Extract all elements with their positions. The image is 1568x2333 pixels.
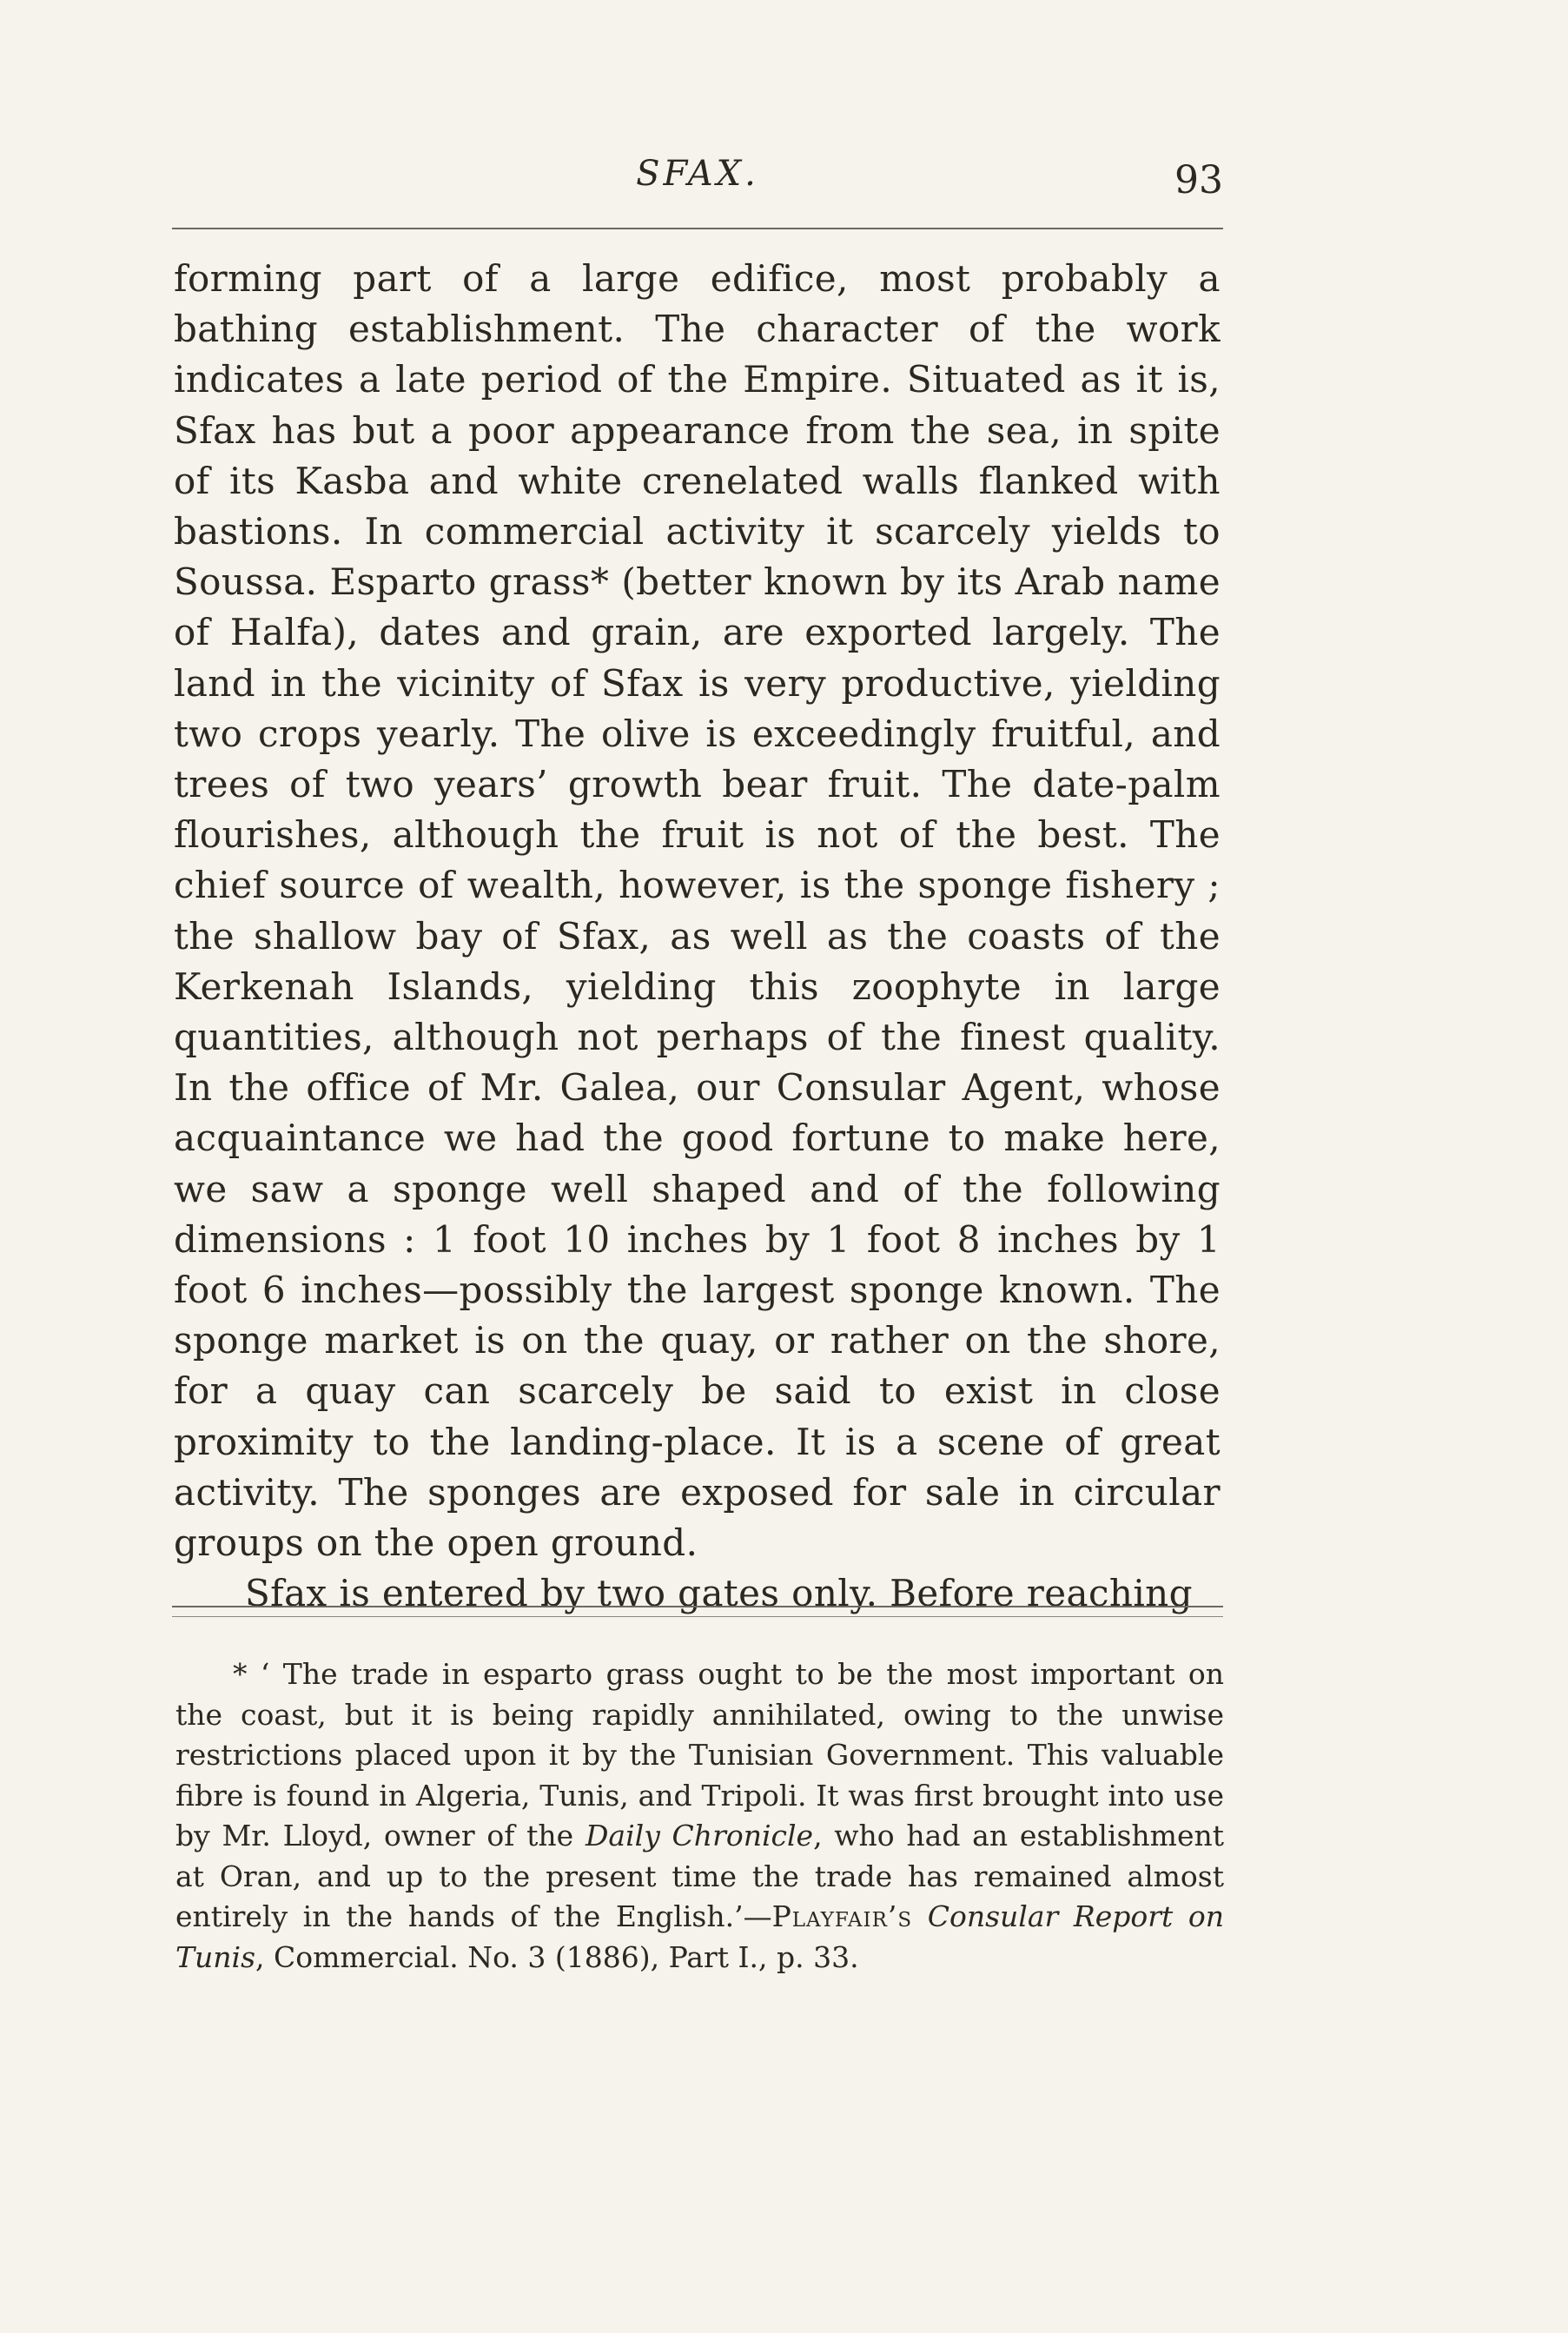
footnote-text-3: , Commercial. No. 3 (1886), Part I., p. 33.: [255, 1939, 859, 1974]
page-number: 93: [1174, 158, 1223, 202]
footnote: [175, 1654, 1224, 1978]
page-header: [172, 148, 1223, 217]
footnote-text-1: * ‘ The trade in esparto grass ought to be the most important on the coast, but it is being rapidly annihilated, owing to the unwise restrictions placed upon it by the Tunisian Government. This valuable fibre is found in Algeria, Tunis, and Tripoli. It was first brought into use by Mr. Lloyd, owner of the: [175, 1657, 1224, 1852]
paragraph-2: Sfax is entered by two gates only. Before reaching: [245, 1572, 1193, 1615]
footnote-text-2: , who had an establishment at Oran, and up to the present time the trade has remained almost entirely in the hands of the English.’—: [175, 1819, 1224, 1933]
header-rule: [172, 228, 1223, 229]
main-text: [174, 254, 1221, 1619]
footnote-block: [175, 1654, 1224, 1978]
footnote-newspaper-title: Daily Chronicle: [585, 1819, 814, 1852]
running-head: SFAX.: [636, 154, 759, 194]
footnote-report-title: Consular Report on Tunis: [175, 1899, 1224, 1974]
paragraph-1: forming part of a large edifice, most probably a bathing establishment. The character of the work indicates a late period of the Empire. Situated as it is, Sfax has but a poor appearance from the sea, in spite of its Kasba and white crenelated walls flanked with bastions. In commercial activity it scarcely yields to Soussa. Esparto grass* (better known by its Arab name of Halfa), dates and grain, are exported largely. The land in the vicinity of Sfax is very productive, yielding two crops yearly. The olive is exceedingly fruitful, and trees of two years’ growth bear fruit. The date-palm flourishes, although the fruit is not of the best. The chief source of wealth, however, is the sponge fishery ; the shallow bay of Sfax, as well as the coasts of the Kerkenah Islands, yielding this zoophyte in large quantities, although not perhaps of the finest quality. In the office of Mr. Galea, our Consular Agent, whose acquaintance we had the good fortune to make here, we saw a sponge well shaped and of the following dimensions : 1 foot 10 inches by 1 foot 8 inches by 1 foot 6 inches—possibly the largest sponge known. The sponge market is on the quay, or rather on the shore, for a quay can scarcely be said to exist in close proximity to the landing-place. It is a scene of great activity. The sponges are exposed for sale in circular groups on the open ground.: [174, 257, 1221, 1565]
footnote-author: Playfair’s: [771, 1899, 913, 1933]
footnote-rule: [172, 1606, 1223, 1617]
